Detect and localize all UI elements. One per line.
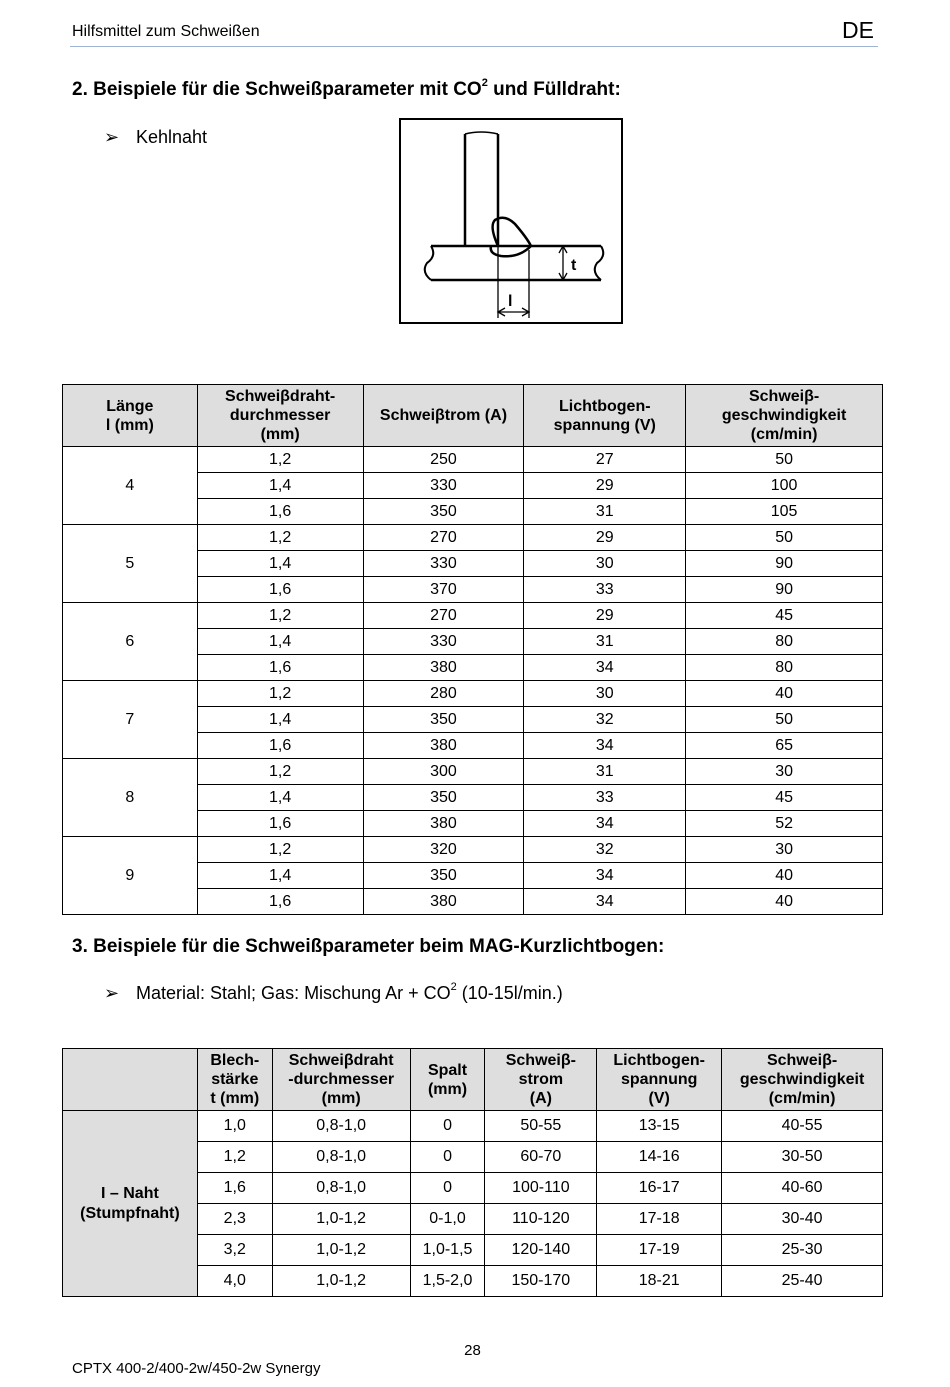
table-cell: 100 xyxy=(686,473,883,499)
table-cell: 150-170 xyxy=(485,1266,597,1297)
table-cell: 34 xyxy=(524,733,686,759)
table-cell: 380 xyxy=(363,655,524,681)
table-cell: 1,2 xyxy=(197,681,363,707)
length-cell: 8 xyxy=(63,759,198,837)
table-cell: 30 xyxy=(686,759,883,785)
table-row xyxy=(63,525,883,551)
table-row xyxy=(63,603,883,629)
bullet-arrow-icon: ➢ xyxy=(104,127,120,147)
table-cell: 1,0-1,2 xyxy=(272,1235,410,1266)
section2-heading-sup: 2 xyxy=(481,77,488,89)
table-cell: 80 xyxy=(686,655,883,681)
table-cell: 0,8-1,0 xyxy=(272,1142,410,1173)
section2-heading-text: 2. Beispiele für die Schweißparameter mit CO xyxy=(72,79,482,100)
table-cell: 370 xyxy=(363,577,524,603)
table-cell: 30-50 xyxy=(722,1142,883,1173)
table-cell: 0-1,0 xyxy=(410,1204,485,1235)
table-cell: 1,6 xyxy=(197,577,363,603)
table-cell: 31 xyxy=(524,499,686,525)
table1-header-row xyxy=(63,385,883,447)
table-cell: 52 xyxy=(686,811,883,837)
table-cell: 350 xyxy=(363,863,524,889)
table-cell: 29 xyxy=(524,603,686,629)
table-cell: 1,2 xyxy=(197,447,363,473)
table1-header-cell: Schweiβdraht- durchmesser (mm) xyxy=(197,385,363,447)
table-cell: 31 xyxy=(524,629,686,655)
table-cell: 13-15 xyxy=(597,1111,722,1142)
table-cell: 0,8-1,0 xyxy=(272,1111,410,1142)
table1-header-cell: Länge l (mm) xyxy=(63,385,198,447)
table-cell: 270 xyxy=(363,525,524,551)
table-cell: 105 xyxy=(686,499,883,525)
table-cell: 30-40 xyxy=(722,1204,883,1235)
table-cell: 330 xyxy=(363,473,524,499)
table2-header-cell: Blech- stärke t (mm) xyxy=(197,1049,272,1111)
label-l: l xyxy=(508,293,513,310)
table-cell: 100-110 xyxy=(485,1173,597,1204)
table-cell: 33 xyxy=(524,577,686,603)
table-cell: 17-19 xyxy=(597,1235,722,1266)
fillet-weld-figure xyxy=(399,118,623,324)
table-cell: 1,4 xyxy=(197,863,363,889)
table-cell: 250 xyxy=(363,447,524,473)
table-cell: 1,6 xyxy=(197,811,363,837)
table-cell: 4,0 xyxy=(197,1266,272,1297)
section3-heading: 3. Beispiele für die Schweißparameter beim MAG-Kurzlichtbogen: xyxy=(72,936,665,957)
table2-header-cell: Lichtbogen- spannung (V) xyxy=(597,1049,722,1111)
table1-header-cell: Schweiβ- geschwindigkeit (cm/min) xyxy=(686,385,883,447)
table-cell: 50-55 xyxy=(485,1111,597,1142)
table-cell: 0 xyxy=(410,1111,485,1142)
table-cell: 1,6 xyxy=(197,733,363,759)
length-cell: 7 xyxy=(63,681,198,759)
bullet-arrow-icon: ➢ xyxy=(104,983,120,1003)
table-cell: 1,0-1,2 xyxy=(272,1204,410,1235)
table-cell: 60-70 xyxy=(485,1142,597,1173)
table-cell: 25-30 xyxy=(722,1235,883,1266)
page-number: 28 xyxy=(464,1342,481,1359)
table-cell: 32 xyxy=(524,837,686,863)
table2-header-cell: Spalt (mm) xyxy=(410,1049,485,1111)
table-cell: 1,2 xyxy=(197,603,363,629)
table-cell: 350 xyxy=(363,785,524,811)
table-cell: 0,8-1,0 xyxy=(272,1173,410,1204)
table2-header-cell: Schweiβ- strom (A) xyxy=(485,1049,597,1111)
table-cell: 1,6 xyxy=(197,499,363,525)
table-cell: 34 xyxy=(524,655,686,681)
table-cell: 280 xyxy=(363,681,524,707)
bullet-material-text-end: (10-15l/min.) xyxy=(456,983,563,1003)
table-cell: 0 xyxy=(410,1142,485,1173)
table-cell: 45 xyxy=(686,603,883,629)
table-cell: 31 xyxy=(524,759,686,785)
table1-header-cell: Lichtbogen- spannung (V) xyxy=(524,385,686,447)
table-cell: 16-17 xyxy=(597,1173,722,1204)
table-cell: 33 xyxy=(524,785,686,811)
table-cell: 110-120 xyxy=(485,1204,597,1235)
table-cell: 32 xyxy=(524,707,686,733)
table-row xyxy=(63,759,883,785)
table-cell: 1,2 xyxy=(197,525,363,551)
table-row xyxy=(63,1111,883,1142)
table-cell: 1,6 xyxy=(197,1173,272,1204)
table-cell: 1,6 xyxy=(197,889,363,915)
table-cell: 90 xyxy=(686,577,883,603)
bullet-material-sup: 2 xyxy=(450,981,457,993)
table-cell: 25-40 xyxy=(722,1266,883,1297)
table-cell: 1,4 xyxy=(197,551,363,577)
table-cell: 50 xyxy=(686,447,883,473)
table-cell: 330 xyxy=(363,629,524,655)
table-cell: 1,5-2,0 xyxy=(410,1266,485,1297)
bullet-material xyxy=(104,983,563,1004)
table-cell: 27 xyxy=(524,447,686,473)
table-cell: 1,4 xyxy=(197,629,363,655)
table2-header-cell: Schweiβ- geschwindigkeit (cm/min) xyxy=(722,1049,883,1111)
table-cell: 330 xyxy=(363,551,524,577)
table-cell: 1,6 xyxy=(197,655,363,681)
bullet-kehlnaht xyxy=(104,127,207,148)
table-row xyxy=(63,447,883,473)
section2-heading xyxy=(72,79,621,101)
table-cell: 40 xyxy=(686,681,883,707)
table-cell: 34 xyxy=(524,811,686,837)
label-t: t xyxy=(571,257,577,274)
table-cell: 18-21 xyxy=(597,1266,722,1297)
table-cell: 65 xyxy=(686,733,883,759)
table2-header-cell xyxy=(63,1049,198,1111)
table-cell: 380 xyxy=(363,889,524,915)
fillet-weld-diagram xyxy=(401,120,621,322)
length-cell: 5 xyxy=(63,525,198,603)
table-cell: 1,0-1,5 xyxy=(410,1235,485,1266)
table-cell: 1,2 xyxy=(197,1142,272,1173)
table-cell: 270 xyxy=(363,603,524,629)
table-cell: 380 xyxy=(363,733,524,759)
table2-header-cell: Schweiβdraht -durchmesser (mm) xyxy=(272,1049,410,1111)
table-cell: 29 xyxy=(524,473,686,499)
table-cell: 50 xyxy=(686,525,883,551)
table-row xyxy=(63,837,883,863)
table-cell: 1,4 xyxy=(197,707,363,733)
header-title: Hilfsmittel zum Schweißen xyxy=(72,23,260,40)
table-co2-parameters xyxy=(62,384,883,915)
table-cell: 1,0-1,2 xyxy=(272,1266,410,1297)
bullet-material-text: Material: Stahl; Gas: Mischung Ar + CO xyxy=(136,983,451,1003)
table-cell: 1,0 xyxy=(197,1111,272,1142)
table-cell: 34 xyxy=(524,889,686,915)
table-cell: 1,4 xyxy=(197,473,363,499)
table-cell: 90 xyxy=(686,551,883,577)
header-language: DE xyxy=(842,17,874,43)
table-cell: 40 xyxy=(686,863,883,889)
table-cell: 300 xyxy=(363,759,524,785)
table-cell: 0 xyxy=(410,1173,485,1204)
table-cell: 2,3 xyxy=(197,1204,272,1235)
length-cell: 9 xyxy=(63,837,198,915)
table-cell: 120-140 xyxy=(485,1235,597,1266)
table-cell: 34 xyxy=(524,863,686,889)
table-cell: 40-60 xyxy=(722,1173,883,1204)
table-cell: 14-16 xyxy=(597,1142,722,1173)
table-cell: 50 xyxy=(686,707,883,733)
table-cell: 30 xyxy=(524,681,686,707)
table-cell: 1,4 xyxy=(197,785,363,811)
section2-heading-text-end: und Fülldraht: xyxy=(487,79,621,100)
table-cell: 30 xyxy=(686,837,883,863)
table-cell: 1,2 xyxy=(197,837,363,863)
table-cell: 40 xyxy=(686,889,883,915)
header-divider xyxy=(70,46,878,47)
table-cell: 380 xyxy=(363,811,524,837)
footer-model: CPTX 400-2/400-2w/450-2w Synergy xyxy=(72,1360,321,1377)
table-cell: 29 xyxy=(524,525,686,551)
table-cell: 3,2 xyxy=(197,1235,272,1266)
table1-header-cell: Schweiβtrom (A) xyxy=(363,385,524,447)
table2-header-row xyxy=(63,1049,883,1111)
length-cell: 4 xyxy=(63,447,198,525)
table-cell: 30 xyxy=(524,551,686,577)
table-mag-parameters xyxy=(62,1048,883,1297)
table-cell: 17-18 xyxy=(597,1204,722,1235)
table-row xyxy=(63,681,883,707)
table-cell: 1,2 xyxy=(197,759,363,785)
seam-type-cell: I – Naht (Stumpfnaht) xyxy=(63,1111,198,1297)
length-cell: 6 xyxy=(63,603,198,681)
bullet-text: Kehlnaht xyxy=(136,127,208,147)
table-cell: 350 xyxy=(363,707,524,733)
table-cell: 40-55 xyxy=(722,1111,883,1142)
table-cell: 320 xyxy=(363,837,524,863)
table-cell: 80 xyxy=(686,629,883,655)
table-cell: 350 xyxy=(363,499,524,525)
table-cell: 45 xyxy=(686,785,883,811)
